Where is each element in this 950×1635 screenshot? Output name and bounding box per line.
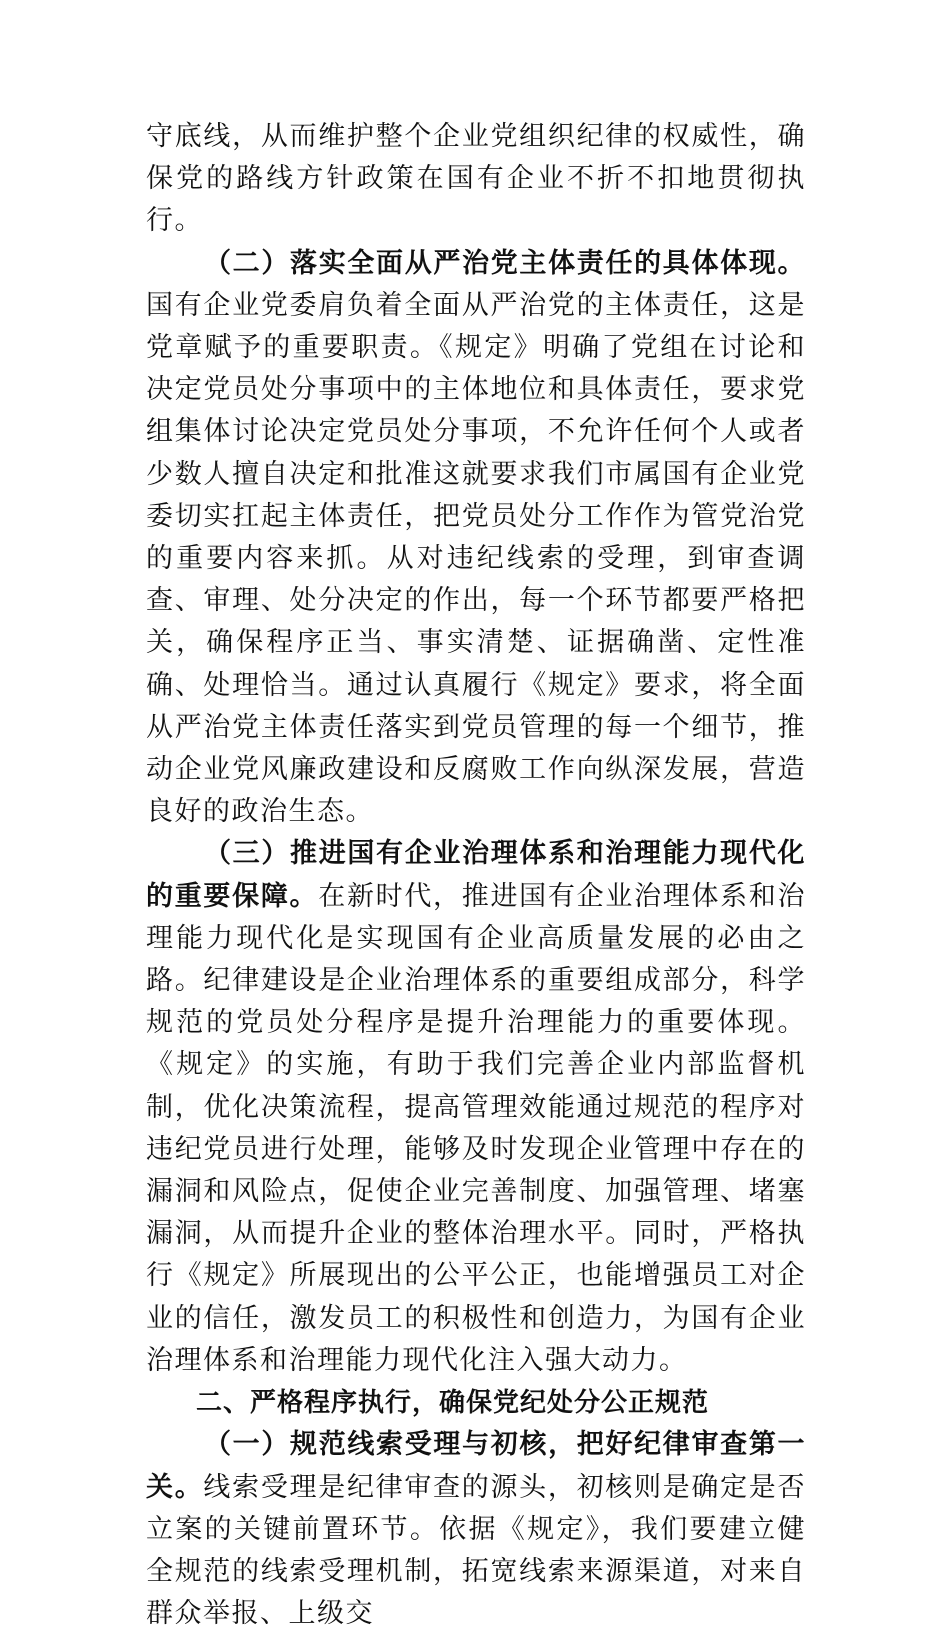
section-heading: 二、严格程序执行，确保党纪处分公正规范 xyxy=(196,1388,710,1419)
paragraph-lead: （三）推进国有企业治理体系和治理能力现代化的重要保障。 xyxy=(146,838,806,912)
paragraph-continuation xyxy=(146,116,806,243)
paragraph-text: 在新时代，推进国有企业治理体系和治理能力现代化是实现国有企业高质量发展的必由之路。纪律建设是企业治理体系的重要组成部分，科学规范的党员处分程序是提升治理能力的重要体现。《规定》的实施，有助于我们完善企业内部监督机制，优化决策流程，提高管理效能通过规范的程序对违纪党员进行处理，能够及时发现企业管理中存在的漏洞和风险点，促使企业完善制度、加强管理、堵塞漏洞，从而提升企业的整体治理水平。同时，严格执行《规定》所展现出的公平公正，也能增强员工对企业的信任，激发员工的积极性和创造力，为国有企业治理体系和治理能力现代化注入强大动力。 xyxy=(146,880,807,1376)
paragraph-4 xyxy=(146,1424,806,1635)
paragraph-2 xyxy=(146,243,806,834)
paragraph-text: 国有企业党委肩负着全面从严治党的主体责任，这是党章赋予的重要职责。《规定》明确了党组在讨论和决定党员处分事项中的主体地位和具体责任，要求党组集体讨论决定党员处分事项，不允许任何个人或者少数人擅自决定和批准这就要求我们市属国有企业党委切实扛起主体责任，把党员处分工作作为管党治党的重要内容来抓。从对违纪线索的受理，到审查调查、审理、处分决定的作出，每一个环节都要严格把关，确保程序正当、事实清楚、证据确凿、定性准确、处理恰当。通过认真履行《规定》要求，将全面从严治党主体责任落实到党员管理的每一个细节，推动企业党风廉政建设和反腐败工作向纵深发展，营造良好的政治生态。 xyxy=(146,289,806,828)
paragraph-3 xyxy=(146,833,806,1382)
document-body xyxy=(146,116,806,1635)
paragraph-lead: （二）落实全面从严治党主体责任的具体体现。 xyxy=(204,247,806,279)
paragraph-lead: （一）规范线索受理与初核，把好纪律审查第一关。 xyxy=(146,1429,806,1503)
paragraph-text: 守底线，从而维护整个企业党组织纪律的权威性，确保党的路线方针政策在国有企业不折不扣地贯彻执行。 xyxy=(146,121,806,237)
paragraph-text: 线索受理是纪律审查的源头，初核则是确定是否立案的关键前置环节。依据《规定》，我们要建立健全规范的线索受理机制，拓宽线索来源渠道，对来自群众举报、上级交 xyxy=(146,1471,807,1630)
